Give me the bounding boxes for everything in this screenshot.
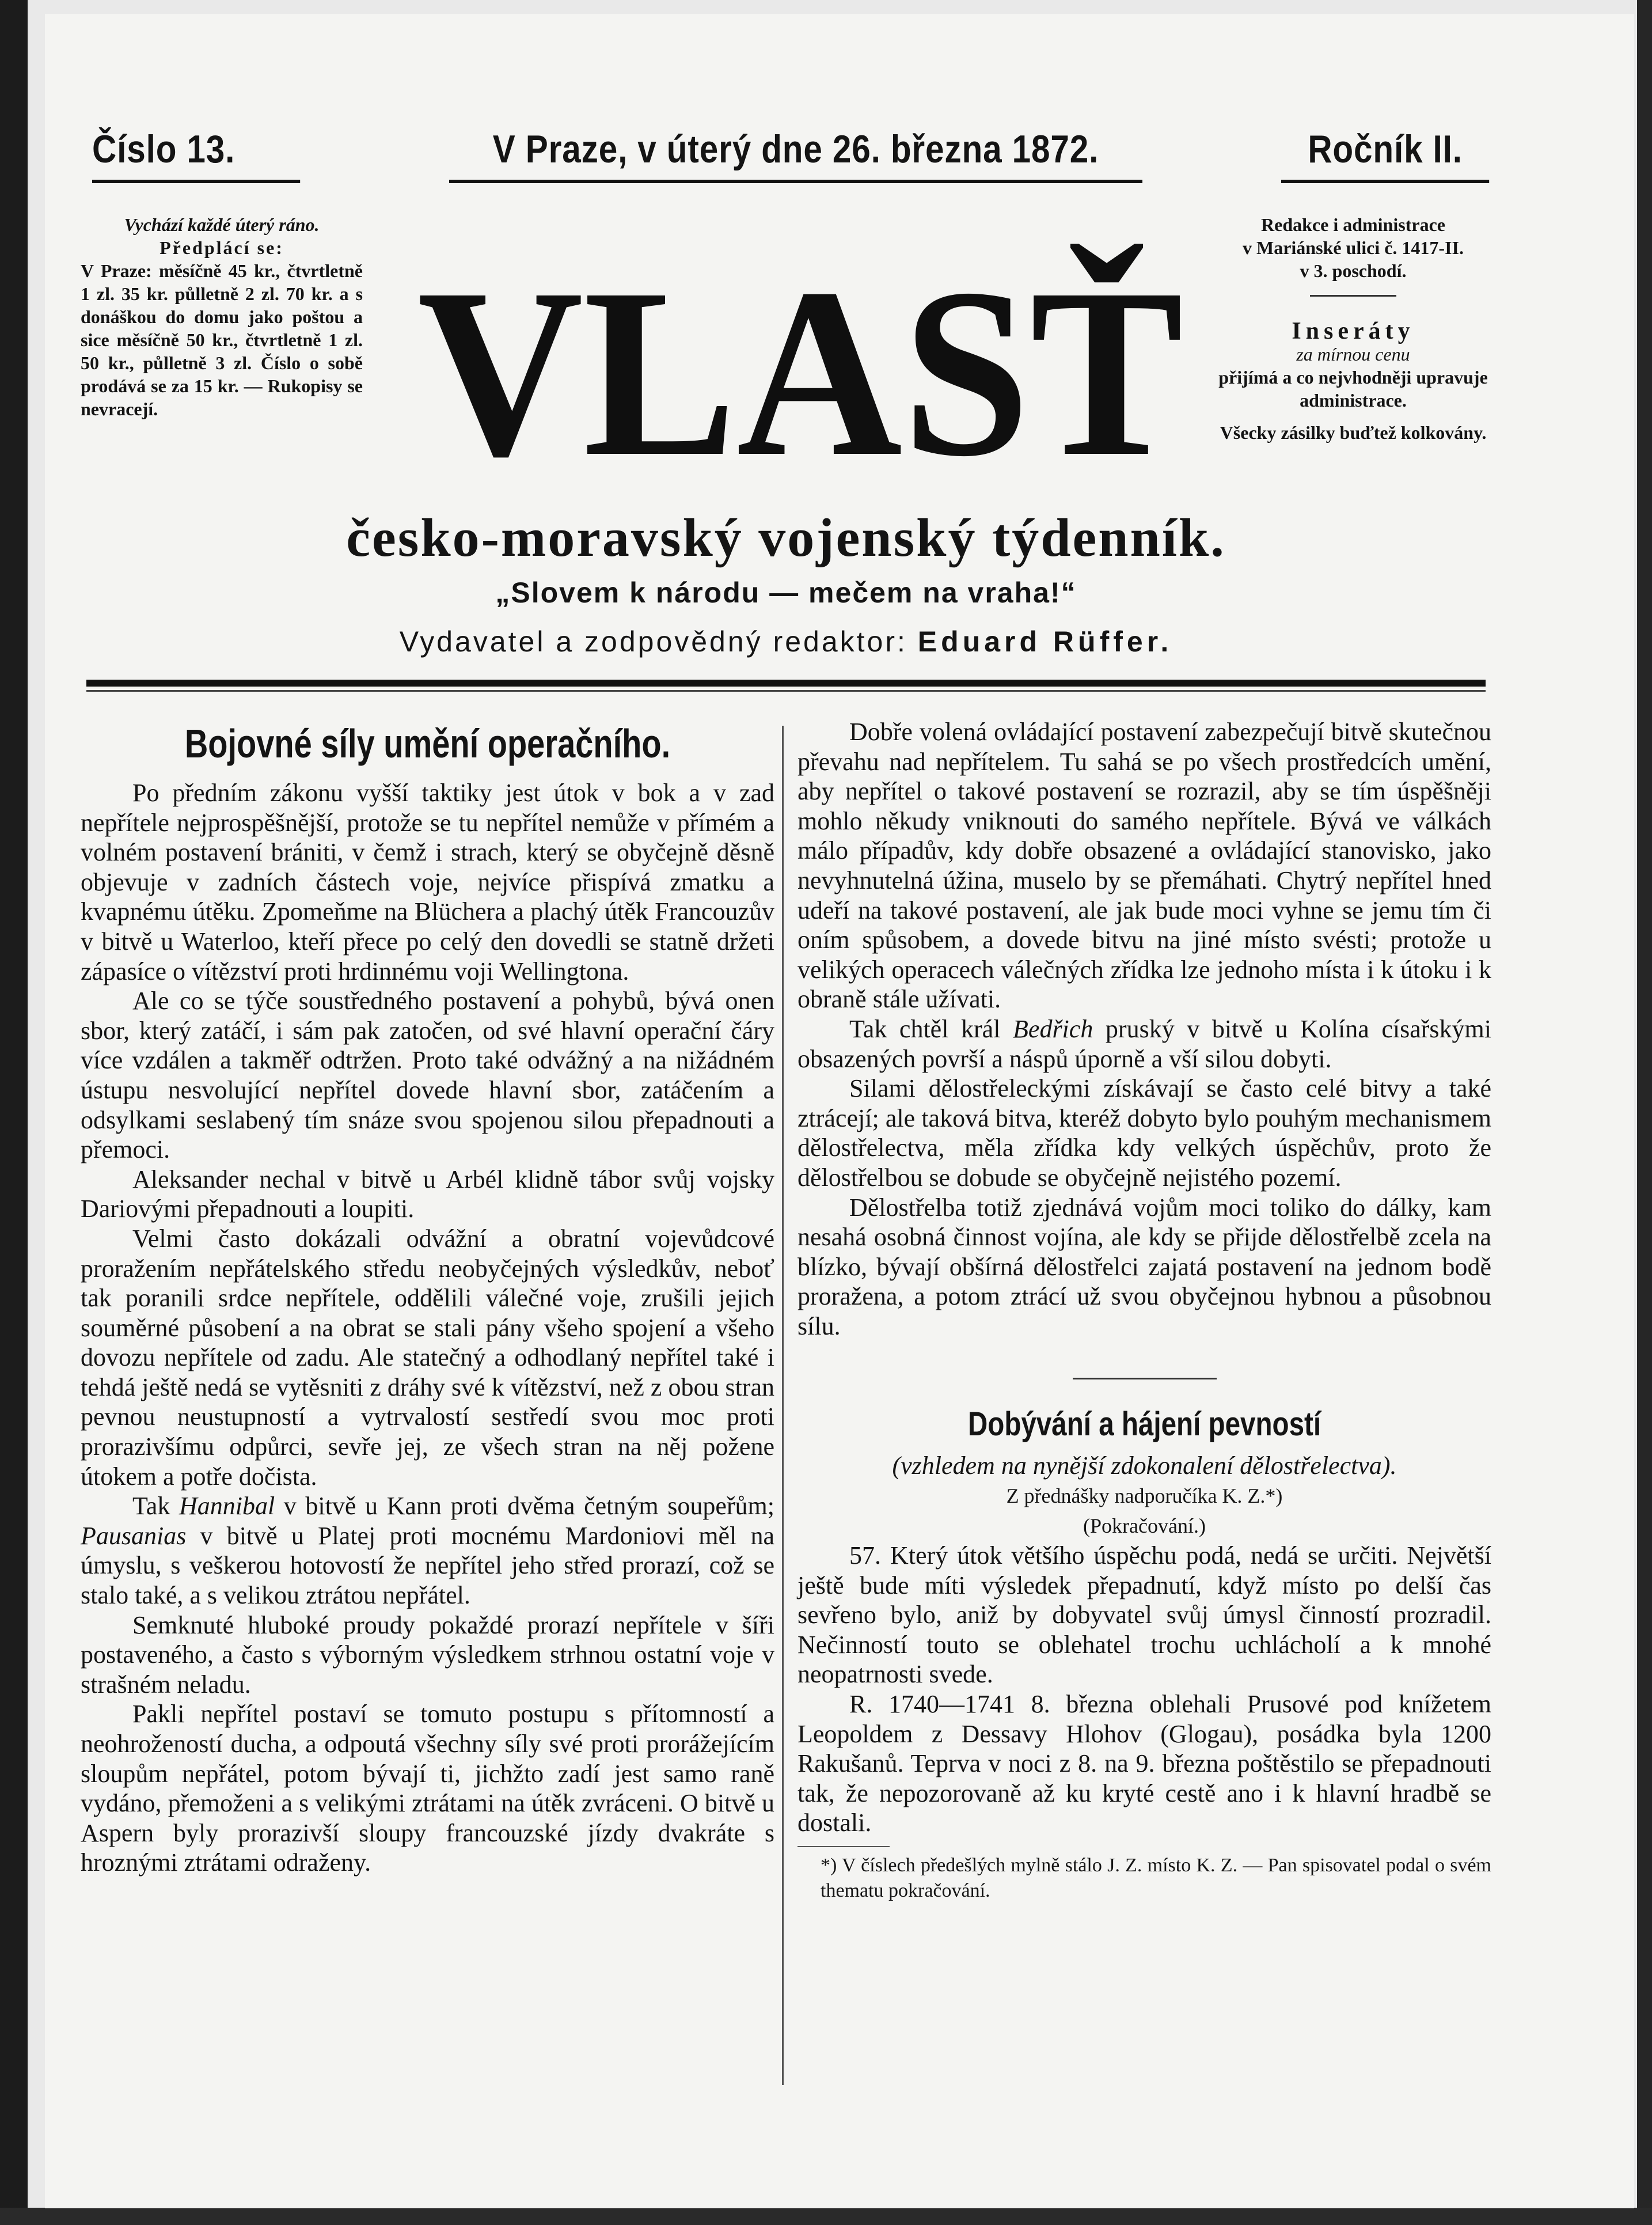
- scan-border-bottom: [0, 2208, 1652, 2225]
- article1-paragraph: Dobře volená ovládající postavení zabezpečují bitvě skutečnou převahu nad nepřítelem. Tu sahá se po všech prostředcích umění, aby nepřítel o takové postavení se rozrazil, aby se tím úspěšněji mohlo někudy vniknouti do samého nepřítele. Bývá ve válkách málo případův, kdy dobře obsazené a ovládající stanovisko, jako nevyhnutelná úžina, muselo by se přemáhati. Chytrý nepřítel hned udeří na takové postavení, ale jak bude moci vyhne se jemu tím či oním spůsobem, a dovede bitvu na jiné místo svésti; protože u velikých operacech válečných zřídka lze jednoho místa i k útoku i k obraně stále užívati.: [797, 718, 1491, 1014]
- text-span: v bitvě u Kann proti dvěma četným soupeřům;: [275, 1492, 774, 1521]
- publisher-name: Eduard Rüffer.: [917, 626, 1173, 658]
- masthead-motto: „Slovem k národu — mečem na vraha!“: [495, 577, 1077, 609]
- administration-address: v Mariánské ulici č. 1417-II.: [1243, 237, 1464, 258]
- article1-paragraph: [797, 1014, 1491, 1074]
- publisher-label: Vydavatel a zodpovědný redaktor:: [399, 626, 907, 658]
- masthead-rule-thin: [86, 690, 1486, 692]
- subscription-box: [81, 213, 363, 420]
- name-pausanias: Pausanias: [81, 1521, 187, 1550]
- scan-border-right: [1637, 0, 1652, 2225]
- subscription-heading: Předplácí se:: [159, 237, 284, 258]
- article2-continued: (Pokračování.): [1083, 1514, 1206, 1538]
- article1-title: Bojovné síly umění operačního.: [184, 721, 671, 766]
- volume-number: Ročník II.: [1281, 127, 1489, 183]
- header-line: [86, 127, 1491, 190]
- footnote-rule: [797, 1846, 890, 1847]
- issue-date: V Praze, v úterý dne 26. března 1872.: [449, 127, 1142, 183]
- article1-paragraph: Pakli nepřítel postaví se tomuto postupu s přítomností a neohrožeností ducha, a odpoutá všechny síly své proti prorážejícím sloupům nepřátel, potom bývají ti, jichžto zadí jest samo raně vydáno, přemoženi a s velikými ztrátami na útěk zvráceni. O bitvě u Aspern byly prorazivší sloupy francouzské jízdy dvakráte s hroznými ztrátami odraženy.: [81, 1700, 774, 1877]
- article2-paragraph: 57. Který útok většího úspěchu podá, nedá se určiti. Největší ještě bude míti výsledek přepadnutí, když místo po delší čas sevřeno bylo, aniž by dobyvatel svůj úmysl činností prozradil. Nečinností touto se oblehatel trochu uchlácholí a k mnohé neopatrnosti svede.: [797, 1541, 1491, 1689]
- scan-border-left: [0, 0, 28, 2225]
- article1-paragraph: [81, 1491, 774, 1610]
- article1-paragraph: Velmi často dokázali odvážní a obratní vojevůdcové proražením nepřátelského středu neobyčejných výsledkův, neboť tak poranili srdce nepřítele, oddělili válečné voje, zrušili jejich souměrné působení a na obrat se stali pány všeho spojení a všeho dovozu nepřítele od zadu. Ale statečný a odhodlaný nepřítel také i tehdá ještě nedá se vytěsniti z dráhy své k vítězství, než z obou stran pevnou neustupností a vytrvalostí sestředí svou moc proti prorazivšímu odpůrci, sevře jej, ze všech stran na něj požene útokem a potře dočista.: [81, 1224, 774, 1491]
- article2-lecture: Z přednášky nadporučíka K. Z.*): [1006, 1484, 1283, 1508]
- administration-box: [1206, 213, 1500, 444]
- masthead-title-svg: [397, 230, 1203, 472]
- article2-title: Dobývání a hájení pevností: [967, 1405, 1321, 1443]
- article1-paragraph: Dělostřelba totiž zjednává vojům moci toliko do dálky, kam nesahá osobná činnost vojína, ale kdy se přijde dělostřelbě zcela na blízko, bývají obšírná dělostřelci zajatá postavení na jednom bodě proražena, a potom ztrácí už svou obyčejnou hybnou a působnou sílu.: [797, 1193, 1491, 1340]
- inserats-text: přijímá a co nejvhodněji upravuje administrace.: [1218, 367, 1488, 411]
- administration-floor: v 3. poschodí.: [1300, 260, 1407, 281]
- issue-number: Číslo 13.: [92, 127, 300, 183]
- footnote: *) V číslech předešlých mylně stálo J. Z. místo K. Z. — Pan spisovatel podal o svém thematu pokračování.: [821, 1855, 1491, 1901]
- article1-paragraph: Aleksander nechal v bitvě u Arbél klidně tábor svůj vojsky Dariovými přepadnouti a loupiti.: [81, 1165, 774, 1223]
- article1-paragraph: Po předním zákonu vyšší taktiky jest útok v bok a v zad nepřítele nejprospěšnější, protože se tu nepřítel nemůže v přímém a volném postavení brániti, v čemž i strach, který se obyčejně děsně objevuje v zadních částech voje, nejvíce přispívá zmatku a kvapnému útěku. Zpomeňme na Blüchera a plachý útěk Francouzův v bitvě u Waterloo, kteří přece po celý den dovedli se statně držeti zápasíce o vítězství proti hrdinnému voji Wellingtona.: [81, 779, 774, 985]
- article2-subtitle: (vzhledem na nynější zdokonalení dělostřelectva).: [892, 1451, 1397, 1480]
- article2-paragraph: R. 1740—1741 8. března oblehali Prusové pod knížetem Leopoldem z Dessavy Hlohov (Glogau), posádka byla 1200 Rakušanů. Teprva v noci z 8. na 9. března poštěstilo se přepadnouti tak, že nepozorovaně až ku kryté cestě ano i k hlavní hradbě se dostali.: [797, 1690, 1491, 1837]
- text-span: Tak: [132, 1492, 179, 1521]
- masthead-publisher: [86, 625, 1486, 658]
- right-column: [797, 717, 1491, 1904]
- article1-paragraph: Silami dělostřeleckými získávají se často celé bitvy a také ztrácejí; ale taková bitva, kteréž dobyto bylo pouhým mechanismem dělostřelectva, měla zřídka kdy velkých úspěchův, proto že dělostřelbou se dobude se obyčejně nejistého pozemí.: [797, 1074, 1491, 1192]
- divider: [1310, 295, 1396, 297]
- shipments-note: Všecky zásilky buďtež kolkovány.: [1220, 422, 1487, 443]
- left-column: [81, 717, 774, 1878]
- text-span: Tak chtěl král: [849, 1014, 1013, 1043]
- administration-heading: Redakce i administrace: [1261, 214, 1445, 235]
- masthead-title-text: VLASŤ: [417, 238, 1183, 472]
- masthead-subtitle: česko-moravský vojenský týdenník.: [346, 508, 1226, 568]
- inserats-heading: Inseráty: [1292, 318, 1415, 344]
- text-span: v bitvě u Platej proti mocnému Mardoniovi měl na úmyslu, s veškerou hotovostí že nepřítel jeho střed prorazí, což se stalo také, a s velikou ztrátou nepřátel.: [81, 1521, 774, 1610]
- article1-paragraph: Ale co se týče soustředného postavení a pohybů, bývá onen sbor, který zatáčí, i sám pak zatočen, od své hlavní operační čáry více vzdálen a takměř odtržen. Proto také odvážný a na nižádném ústupu nesvolující nepřítel dovede hlavní sbor, zatáčením a odsylkami seslabený tím snáze svou spojenou silou přepadnouti a přemoci.: [81, 987, 774, 1164]
- publication-schedule: Vychází každé úterý ráno.: [124, 214, 320, 235]
- article-separator: [1073, 1378, 1217, 1379]
- text-span: pruský v bitvě u Kolína císařskými obsazených površí a náspů úporně a vší silou dobyti.: [797, 1014, 1492, 1073]
- masthead-rule: [86, 680, 1486, 687]
- article1-paragraph: Semknuté hluboké proudy pokaždé prorazí nepřítele v šíři postaveného, a často s výborným výsledkem strhnou ostatní voje v strašném neladu.: [81, 1610, 774, 1699]
- name-bedrich: Bedřich: [1013, 1014, 1093, 1043]
- inserats-note: za mírnou cenu: [1296, 344, 1410, 365]
- name-hannibal: Hannibal: [179, 1492, 275, 1521]
- column-divider: [782, 726, 784, 2085]
- masthead-title: [397, 230, 1203, 472]
- subscription-text: V Praze: měsíčně 45 kr., čtvrtletně 1 zl. 35 kr. půlletně 2 zl. 70 kr. a s donáškou do domu jako poštou a sice měsíčně 50 kr., čtvrtletně 1 zl. 50 kr., půlletně 3 zl. Číslo o sobě prodává se za 15 kr. — Rukopisy se nevracejí.: [81, 260, 363, 419]
